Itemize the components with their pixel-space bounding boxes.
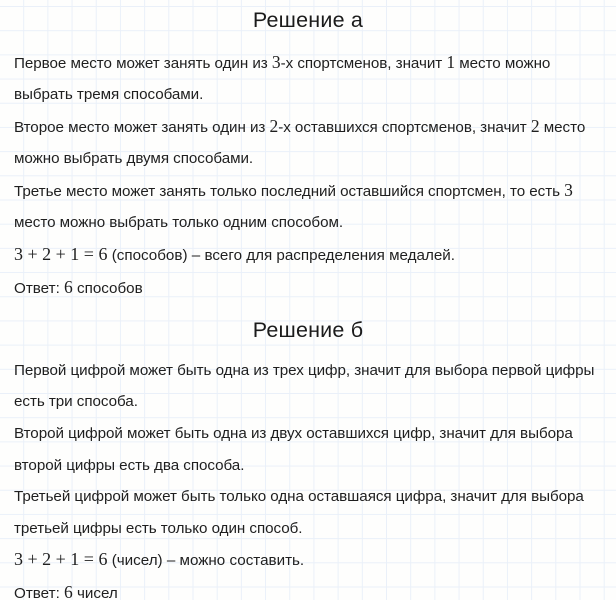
section-a-equation-tail: всего для распределения медалей. — [204, 247, 455, 265]
section-a-paragraph-1-text: Первое место может занять один из — [14, 54, 272, 72]
section-b-answer-label: Ответ: — [14, 584, 60, 600]
section-b-paragraph-3: Третьей цифрой может быть только одна оставшаяся цифра, значит для выбора третьей цифры есть только один способ. — [14, 488, 584, 537]
section-b-answer-number: 6 — [64, 581, 73, 600]
section-b-equation-expression: 3 + 2 + 1 = 6 — [14, 549, 108, 570]
section-a-equation — [14, 239, 602, 272]
solution-section-a — [14, 0, 602, 304]
section-b-heading: Решение б — [252, 318, 364, 343]
section-b-equation-dash: – — [166, 552, 176, 570]
section-b-answer-unit: чисел — [72, 584, 118, 600]
section-b-equation — [14, 544, 602, 577]
section-a-equation-dash: – — [191, 247, 201, 265]
section-a-paragraph-1: Первое место может занять один из 3-х спортсменов, значит 1 место можно выбрать тремя способами. — [14, 51, 551, 104]
section-a-equation-expression: 3 + 2 + 1 = 6 — [14, 244, 108, 265]
section-a-answer — [14, 272, 602, 305]
section-a-paragraph-3: Третье место может занять только последний оставшийся спортсмен, то есть 3 место можно выбрать только одним способом. — [14, 179, 573, 232]
section-a-heading: Решение а — [252, 8, 364, 32]
section-a-answer-unit: способов — [72, 279, 143, 297]
section-a-paragraph-2: Второе место может занять один из 2-х оставшихся спортсменов, значит 2 место можно выбрать двумя способами. — [14, 115, 586, 168]
section-a-answer-label: Ответ: — [14, 279, 60, 297]
inline-number: 1 — [446, 51, 456, 72]
inline-number: 2 — [530, 115, 540, 136]
section-b-paragraph-2: Второй цифрой может быть одна из двух оставшихся цифр, значит для выбора второй цифры есть два способа. — [14, 424, 573, 474]
section-b-answer — [14, 577, 602, 600]
section-b-equation-tail: можно составить. — [179, 552, 305, 570]
inline-number: 2 — [269, 115, 279, 136]
inline-number: 3 — [564, 179, 573, 200]
section-a-equation-unit: (способов) — [111, 247, 188, 265]
inline-number: 3 — [271, 51, 281, 72]
section-b-paragraph-1: Первой цифрой может быть одна из трех цифр, значит для выбора первой цифры есть три способа. — [14, 361, 595, 411]
section-a-answer-number: 6 — [64, 276, 73, 297]
solution-section-b — [14, 304, 602, 600]
section-b-equation-unit: (чисел) — [111, 552, 163, 570]
